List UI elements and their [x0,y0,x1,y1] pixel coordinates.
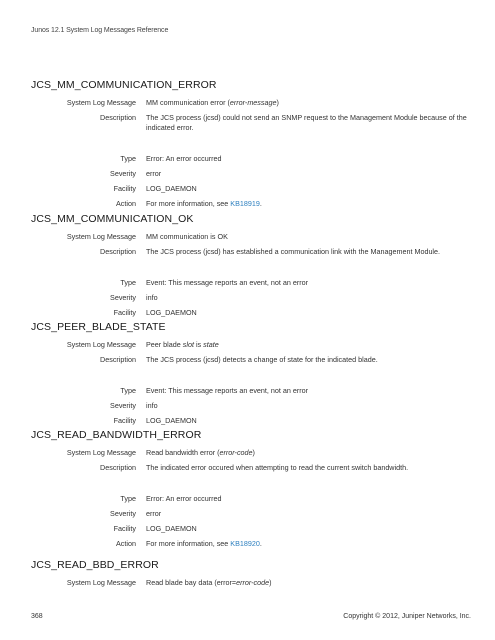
field-label-facility: Facility [113,524,136,533]
field-row-description [31,463,471,473]
field-label-syslog: System Log Message [66,578,136,587]
field-row-type [31,278,471,288]
field-value-description: The JCS process (jcsd) detects a change of state for the indicated blade. [146,355,378,364]
field-value-type: Event: This message reports an event, not an error [146,278,309,287]
field-row-severity [31,169,471,179]
page-number: 368 [31,613,43,620]
field-value-type: Error: An error occurred [146,494,222,503]
value-text: MM communication error ( [146,98,230,107]
message-title: JCS_MM_COMMUNICATION_ERROR [31,79,217,91]
field-value-facility: LOG_DAEMON [146,416,197,425]
message-title: JCS_READ_BBD_ERROR [31,559,159,571]
field-label-description: Description [100,113,136,122]
value-text: ) [269,578,272,587]
variable-text: state [203,340,219,349]
field-row-facility [31,416,471,426]
field-value-syslog [146,232,471,242]
value-text: . [259,539,262,548]
field-label-facility: Facility [113,308,136,317]
value-text: ) [276,98,279,107]
field-value-action [146,539,471,549]
field-row-type [31,154,471,164]
field-row-description [31,355,471,365]
field-value-syslog [146,340,471,350]
copyright-notice: Copyright © 2012, Juniper Networks, Inc. [343,613,471,620]
message-section [31,79,471,209]
running-header: Junos 12.1 System Log Messages Reference [31,27,169,34]
value-text: Read blade bay data (error= [146,578,237,587]
value-text: is [193,340,204,349]
field-row-facility [31,184,471,194]
message-section [31,321,471,426]
field-row-severity [31,401,471,411]
field-value-severity: error [146,509,162,518]
message-section [31,213,471,318]
message-section [31,429,471,549]
field-value-severity: error [146,169,162,178]
field-row-action [31,539,471,549]
field-row-severity [31,293,471,303]
field-row-syslog [31,340,471,350]
value-text: For more information, see [146,539,231,548]
value-text: MM communication is OK [146,232,228,241]
field-row-syslog [31,578,471,588]
field-label-type: Type [120,386,136,395]
field-label-action: Action [116,539,136,548]
document-body [31,79,471,588]
field-label-description: Description [100,355,136,364]
field-label-severity: Severity [110,293,136,302]
field-label-type: Type [120,494,136,503]
value-text: Peer blade [146,340,183,349]
variable-text: error-code [236,578,270,587]
value-text: . [259,199,262,208]
field-label-syslog: System Log Message [66,98,136,107]
field-label-facility: Facility [113,184,136,193]
field-value-syslog [146,578,471,588]
variable-text: slot [182,340,194,349]
field-row-type [31,494,471,504]
message-title: JCS_MM_COMMUNICATION_OK [31,213,194,225]
field-row-facility [31,308,471,318]
value-text: For more information, see [146,199,231,208]
field-value-description: The indicated error occured when attempting to read the current switch bandwidth. [146,463,409,472]
field-row-syslog [31,98,471,108]
field-row-facility [31,524,471,534]
field-label-syslog: System Log Message [66,232,136,241]
kb-link[interactable]: KB18919 [230,199,260,208]
field-row-description [31,113,471,133]
message-section [31,559,471,588]
field-value-syslog [146,98,471,108]
message-title: JCS_PEER_BLADE_STATE [31,321,166,333]
field-row-syslog [31,232,471,242]
field-label-severity: Severity [110,169,136,178]
field-value-severity: info [146,293,158,302]
field-label-syslog: System Log Message [66,448,136,457]
field-value-severity: info [146,401,158,410]
field-value-description: The JCS process (jcsd) has established a communication link with the Management Module. [146,247,441,256]
field-label-description: Description [100,463,136,472]
field-value-facility: LOG_DAEMON [146,184,197,193]
value-text: Read bandwidth error ( [146,448,220,457]
kb-link[interactable]: KB18920 [230,539,260,548]
field-value-description: The JCS process (jcsd) could not send an SNMP request to the Management Module because of the indicated error. [146,113,467,132]
field-row-action [31,199,471,209]
field-row-severity [31,509,471,519]
field-value-facility: LOG_DAEMON [146,524,197,533]
field-label-severity: Severity [110,401,136,410]
field-label-description: Description [100,247,136,256]
field-label-type: Type [120,154,136,163]
field-row-type [31,386,471,396]
variable-text: error-code [219,448,253,457]
field-label-facility: Facility [113,416,136,425]
field-row-syslog [31,448,471,458]
field-row-description [31,247,471,257]
field-label-type: Type [120,278,136,287]
field-value-facility: LOG_DAEMON [146,308,197,317]
field-label-syslog: System Log Message [66,340,136,349]
value-text: ) [252,448,255,457]
field-value-type: Error: An error occurred [146,154,222,163]
field-label-action: Action [116,199,136,208]
field-label-severity: Severity [110,509,136,518]
message-title: JCS_READ_BANDWIDTH_ERROR [31,429,202,441]
field-value-syslog [146,448,471,458]
field-value-type: Event: This message reports an event, not an error [146,386,309,395]
variable-text: error-message [229,98,277,107]
field-value-action [146,199,471,209]
